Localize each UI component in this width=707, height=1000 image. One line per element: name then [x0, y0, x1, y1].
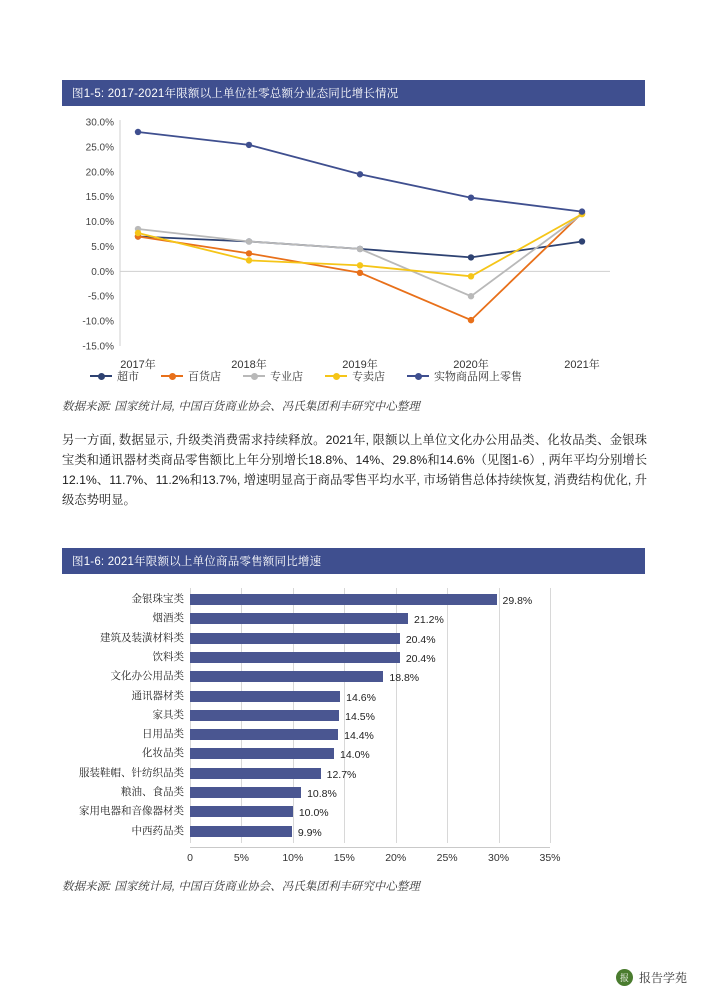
footer-label: 报告学苑 — [638, 971, 687, 985]
bar-gridline — [550, 588, 551, 843]
svg-text:30.0%: 30.0% — [85, 117, 114, 129]
figure1-title: 图1-5: 2017-2021年限额以上单位社零总额分业态同比增长情况 — [72, 88, 399, 100]
bar-x-tick: 10% — [282, 851, 304, 864]
bar-category-label: 粮油、食品类 — [121, 786, 184, 798]
bar-x-tick: 15% — [333, 851, 355, 864]
bar-category-label: 家具类 — [152, 708, 184, 721]
bar-category-label: 化妆品类 — [142, 747, 184, 760]
legend-label: 实物商品网上零售 — [434, 371, 522, 383]
bar-x-tick: 20% — [385, 851, 407, 864]
bar-rect — [190, 787, 301, 798]
bar-category-label: 建筑及装潢材料类 — [100, 631, 184, 644]
bar-gridline — [447, 588, 448, 843]
bar-value-label: 14.5% — [345, 710, 375, 723]
bar-category-label: 饮料类 — [152, 650, 184, 663]
bar-value-label: 10.8% — [307, 788, 337, 800]
bar-category-label: 烟酒类 — [152, 612, 184, 625]
bar-value-label: 10.0% — [298, 807, 329, 820]
legend-swatch-icon — [325, 375, 347, 377]
bar-category-label: 文化办公用品类 — [110, 670, 184, 683]
bar-category-label: 服装鞋帽、针纺织品类 — [79, 766, 184, 779]
bar-gridline — [499, 588, 500, 843]
legend-swatch-icon — [407, 375, 429, 377]
bar-rect — [190, 729, 338, 740]
bar-rect — [190, 806, 293, 817]
legend-item-0 — [90, 368, 139, 384]
legend-label: 百货店 — [188, 371, 221, 383]
bar-rect — [190, 671, 383, 682]
bar-rect — [190, 691, 340, 702]
bar-x-tick: 0 — [187, 851, 193, 864]
bar-x-axis — [190, 847, 550, 848]
svg-text:2020年: 2020年 — [453, 359, 489, 371]
bar-value-label: 21.2% — [414, 614, 444, 627]
svg-text:5.0%: 5.0% — [91, 241, 114, 253]
bar-category-label: 通讯器材类 — [131, 689, 184, 702]
bar-chart — [62, 578, 645, 868]
bar-rect — [190, 826, 292, 837]
bar-category-label: 家用电器和音像器材类 — [79, 805, 184, 818]
svg-text:0.0%: 0.0% — [91, 266, 114, 278]
line-chart-svg — [62, 108, 645, 408]
footer-watermark — [616, 969, 687, 986]
legend-swatch-icon — [161, 375, 183, 377]
bar-value-label: 29.8% — [502, 595, 533, 607]
svg-text:2017年: 2017年 — [120, 359, 156, 371]
bar-rect — [190, 768, 321, 779]
bar-value-label: 14.6% — [346, 691, 376, 704]
legend-item-4 — [407, 368, 522, 384]
bar-category-label: 中西药品类 — [131, 824, 184, 837]
bar-x-tick: 35% — [539, 851, 561, 864]
figure2-title-bar — [62, 548, 645, 574]
report-logo-icon: 报 — [616, 969, 633, 986]
bar-value-label: 18.8% — [389, 672, 420, 685]
figure1-source: 数据来源: 国家统计局, 中国百货商业协会、冯氏集团利丰研究中心整理 — [62, 401, 420, 413]
bar-value-label: 20.4% — [405, 652, 436, 665]
bar-value-label: 9.9% — [297, 826, 322, 839]
svg-text:-10.0%: -10.0% — [82, 316, 114, 328]
svg-text:2019年: 2019年 — [342, 359, 378, 371]
svg-text:-15.0%: -15.0% — [82, 341, 114, 353]
bar-value-label: 14.4% — [344, 730, 374, 743]
bar-category-label: 日用品类 — [142, 728, 184, 741]
svg-text:2018年: 2018年 — [231, 359, 267, 371]
bar-rect — [190, 633, 400, 644]
legend-label: 超市 — [117, 371, 139, 383]
legend-item-1 — [161, 368, 221, 384]
bar-value-label: 20.4% — [405, 633, 436, 646]
line-chart-legend — [90, 368, 610, 384]
bar-x-tick: 5% — [233, 851, 250, 864]
svg-text:25.0%: 25.0% — [85, 142, 114, 154]
legend-swatch-icon — [90, 375, 112, 377]
svg-text:-5.0%: -5.0% — [87, 291, 114, 303]
legend-label: 专卖店 — [352, 371, 385, 383]
svg-text:20.0%: 20.0% — [85, 167, 114, 179]
svg-text:15.0%: 15.0% — [85, 192, 114, 204]
legend-swatch-icon — [243, 375, 265, 377]
svg-text:2021年: 2021年 — [564, 359, 600, 371]
line-chart — [62, 108, 645, 408]
svg-text:10.0%: 10.0% — [85, 217, 114, 229]
bar-x-tick: 30% — [488, 851, 510, 864]
body-paragraph: 另一方面, 数据显示, 升级类消费需求持续释放。2021年, 限额以上单位文化办公用品类、化妆品类、金银珠宝类和通讯器材类商品零售额比上年分别增长18.8%、14%、29.8%和14.6%（见图1-6）, 两年平均分别增长12.1%、11.7%、11.2%和13.7%, 增速明显高于商品零售平均水平, 市场销售总体持续恢复, 消费结构优化, 升级态势明显。 — [62, 433, 647, 507]
bar-gridline — [396, 588, 397, 843]
bar-rect — [190, 613, 408, 624]
bar-rect — [190, 748, 334, 759]
bar-x-tick: 25% — [436, 851, 458, 864]
legend-label: 专业店 — [270, 371, 303, 383]
figure2-title: 图1-6: 2021年限额以上单位商品零售额同比增速 — [72, 556, 322, 568]
bar-rect — [190, 594, 497, 605]
bar-rect — [190, 710, 339, 721]
legend-item-3 — [325, 368, 385, 384]
bar-value-label: 12.7% — [326, 768, 357, 781]
legend-item-2 — [243, 368, 303, 384]
figure1-title-bar — [62, 80, 645, 106]
bar-rect — [190, 652, 400, 663]
bar-category-label: 金银珠宝类 — [131, 593, 184, 605]
bar-value-label: 14.0% — [340, 749, 370, 762]
figure2-source: 数据来源: 国家统计局, 中国百货商业协会、冯氏集团利丰研究中心整理 — [62, 881, 420, 893]
